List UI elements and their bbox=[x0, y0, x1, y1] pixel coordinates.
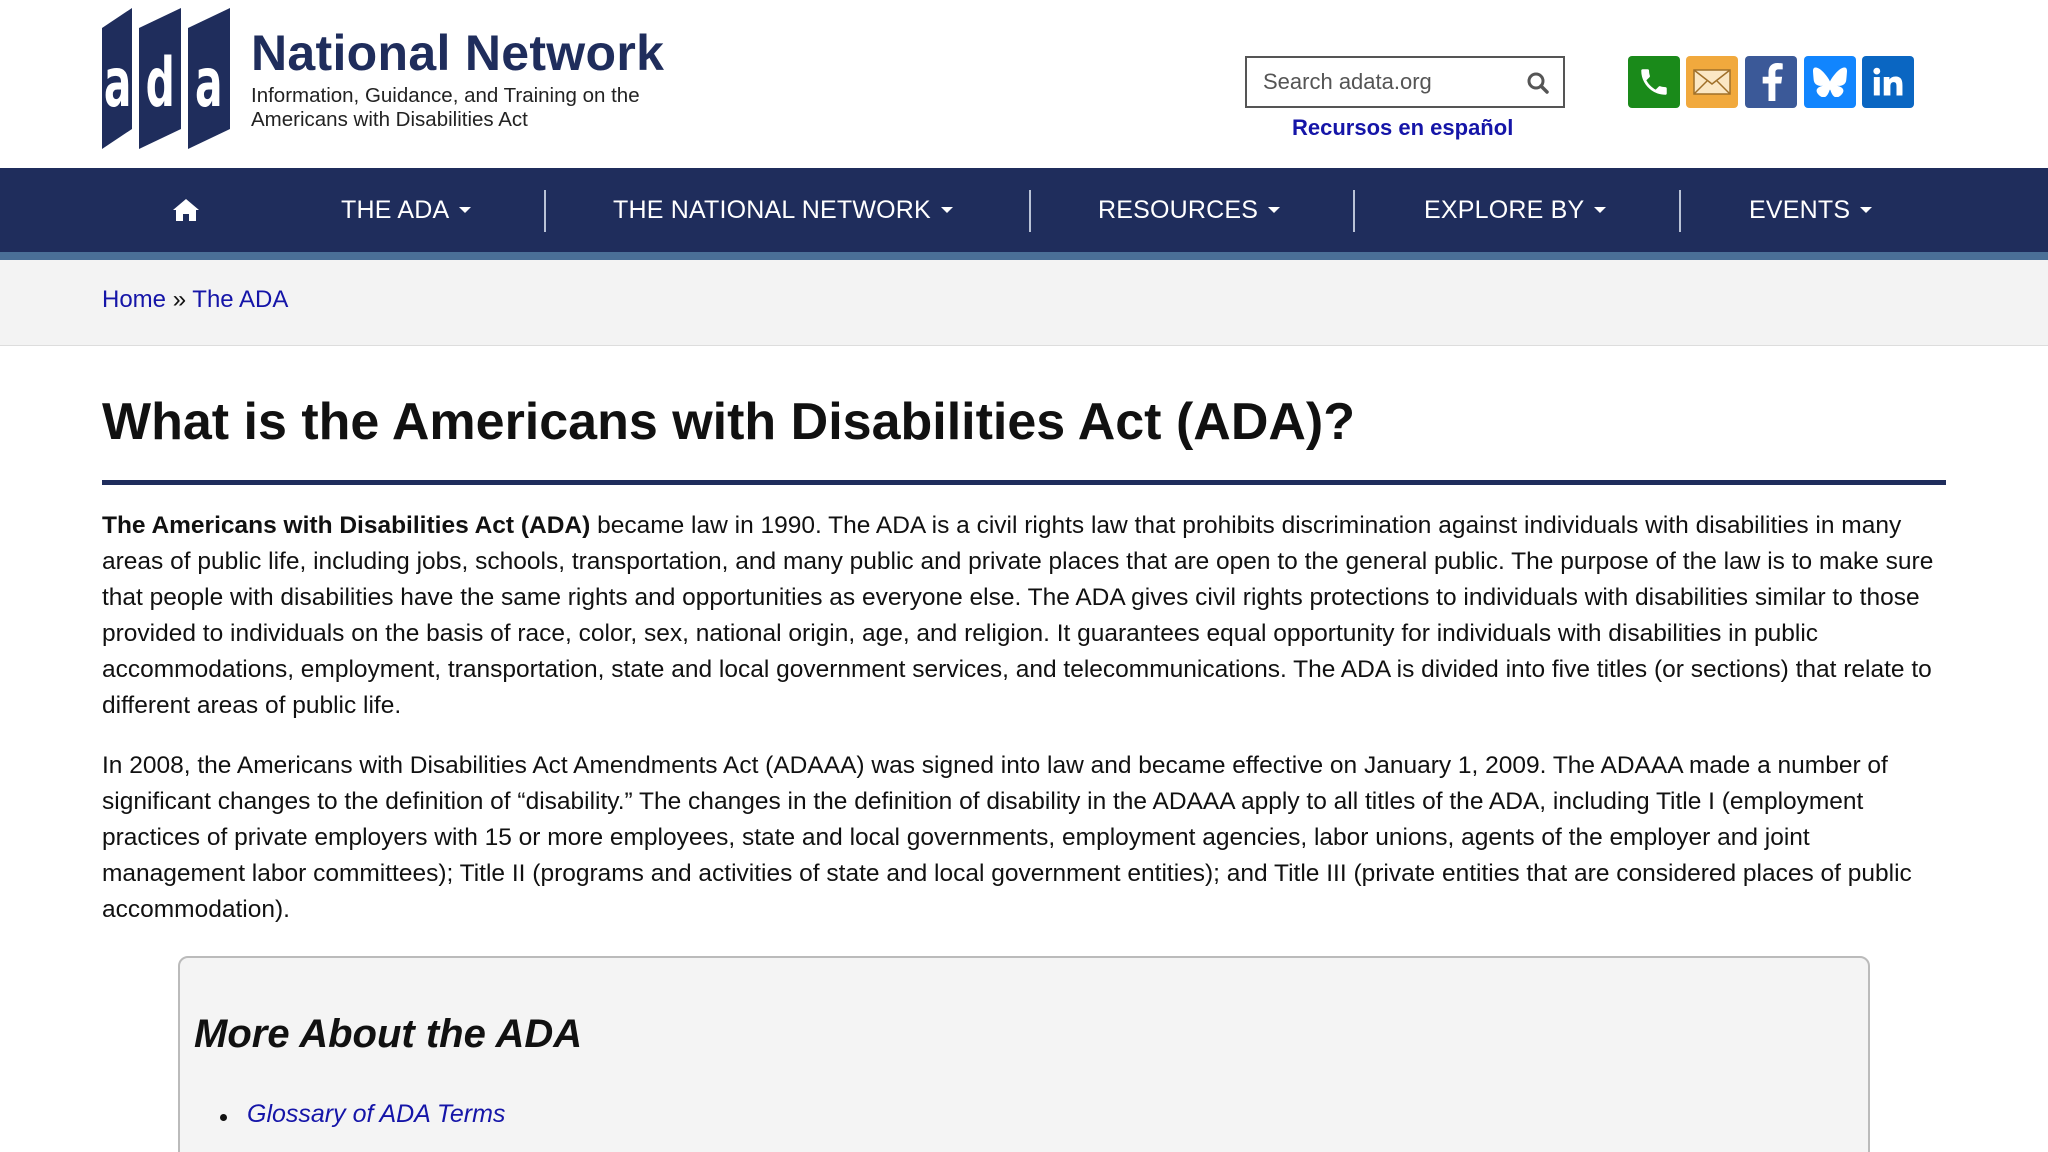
nav-national-network[interactable] bbox=[613, 168, 953, 252]
main-navigation bbox=[0, 168, 2048, 252]
spanish-resources-link[interactable]: Recursos en español bbox=[1292, 115, 1514, 140]
breadcrumb-band bbox=[0, 260, 2048, 346]
svg-text:a: a bbox=[103, 44, 132, 123]
ada-logo[interactable] bbox=[102, 8, 230, 149]
search-icon bbox=[1525, 70, 1551, 96]
nav-divider bbox=[1353, 190, 1355, 232]
chevron-down-icon bbox=[1268, 207, 1280, 213]
page-title: What is the Americans with Disabilities Act (ADA)? bbox=[102, 393, 1356, 451]
chevron-down-icon bbox=[1594, 207, 1606, 213]
svg-text:a: a bbox=[195, 44, 223, 123]
intro-bold-lead: The Americans with Disabilities Act (ADA) bbox=[102, 512, 591, 539]
glossary-link[interactable]: Glossary of ADA Terms bbox=[247, 1100, 506, 1128]
nav-national-network-label: THE NATIONAL NETWORK bbox=[613, 195, 931, 224]
site-title[interactable]: National Network bbox=[251, 25, 665, 81]
more-about-list bbox=[220, 1100, 505, 1129]
site-tagline: Information, Guidance, and Training on the Americans with Disabilities Act bbox=[251, 84, 640, 131]
svg-text:d: d bbox=[145, 44, 175, 123]
nav-resources[interactable] bbox=[1098, 168, 1280, 252]
chevron-down-icon bbox=[1860, 207, 1872, 213]
linkedin-icon[interactable] bbox=[1862, 56, 1914, 108]
site-header bbox=[0, 0, 2048, 168]
chevron-down-icon bbox=[459, 207, 471, 213]
nav-the-ada-label: THE ADA bbox=[341, 195, 450, 224]
email-icon[interactable] bbox=[1686, 56, 1738, 108]
nav-events[interactable] bbox=[1749, 168, 1872, 252]
bluesky-icon[interactable] bbox=[1804, 56, 1856, 108]
nav-events-label: EVENTS bbox=[1749, 195, 1851, 224]
nav-divider bbox=[544, 190, 546, 232]
nav-resources-label: RESOURCES bbox=[1098, 195, 1259, 224]
list-item bbox=[220, 1100, 505, 1129]
breadcrumb-home[interactable]: Home bbox=[102, 286, 167, 313]
nav-divider bbox=[1679, 190, 1681, 232]
chevron-down-icon bbox=[941, 207, 953, 213]
intro-paragraph bbox=[102, 508, 1946, 724]
search-input[interactable] bbox=[1247, 58, 1507, 106]
adaaa-paragraph: In 2008, the Americans with Disabilities Act Amendments Act (ADAAA) was signed into law and became effective on January 1, 2009. The ADAAA made a number of significant changes to the definition of “disability.” The changes in the definition of disability in the ADAAA apply to all titles of the ADA, including Title I (employment practices of private employers with 15 or more employees, state and local governments, employment agencies, labor unions, agents of the employer and joint management labor committees); Title II (programs and activities of state and local government entities); and Title III (private entities that are considered places of public accommodation). bbox=[102, 752, 1912, 923]
search-box bbox=[1245, 56, 1565, 108]
nav-the-ada[interactable] bbox=[341, 168, 471, 252]
title-divider bbox=[102, 480, 1946, 485]
nav-accent-bar bbox=[0, 252, 2048, 260]
nav-home[interactable] bbox=[172, 168, 200, 252]
home-icon bbox=[172, 198, 200, 222]
breadcrumb-separator: » bbox=[172, 286, 187, 313]
breadcrumb-the-ada[interactable]: The ADA bbox=[192, 286, 289, 313]
breadcrumb bbox=[102, 286, 288, 314]
phone-icon[interactable] bbox=[1628, 56, 1680, 108]
search-button[interactable] bbox=[1525, 70, 1551, 96]
intro-paragraph-text: became law in 1990. The ADA is a civil rights law that prohibits discrimination against individuals with disabilities in many areas of public life, including jobs, schools, transportation, and many public and private places that are open to the general public. The purpose of the law is to make sure that people with disabilities have the same rights and opportunities as everyone else. The ADA gives civil rights protections to individuals with disabilities similar to those provided to individuals on the basis of race, color, sex, national origin, age, and religion. It guarantees equal opportunity for individuals with disabilities in public accommodations, employment, transportation, state and local government services, and telecommunications. The ADA is divided into five titles (or sections) that relate to different areas of public life. bbox=[102, 512, 1934, 719]
more-about-title: More About the ADA bbox=[194, 1012, 583, 1056]
nav-explore-by[interactable] bbox=[1424, 168, 1606, 252]
nav-explore-by-label: EXPLORE BY bbox=[1424, 195, 1585, 224]
facebook-icon[interactable] bbox=[1745, 56, 1797, 108]
nav-divider bbox=[1029, 190, 1031, 232]
